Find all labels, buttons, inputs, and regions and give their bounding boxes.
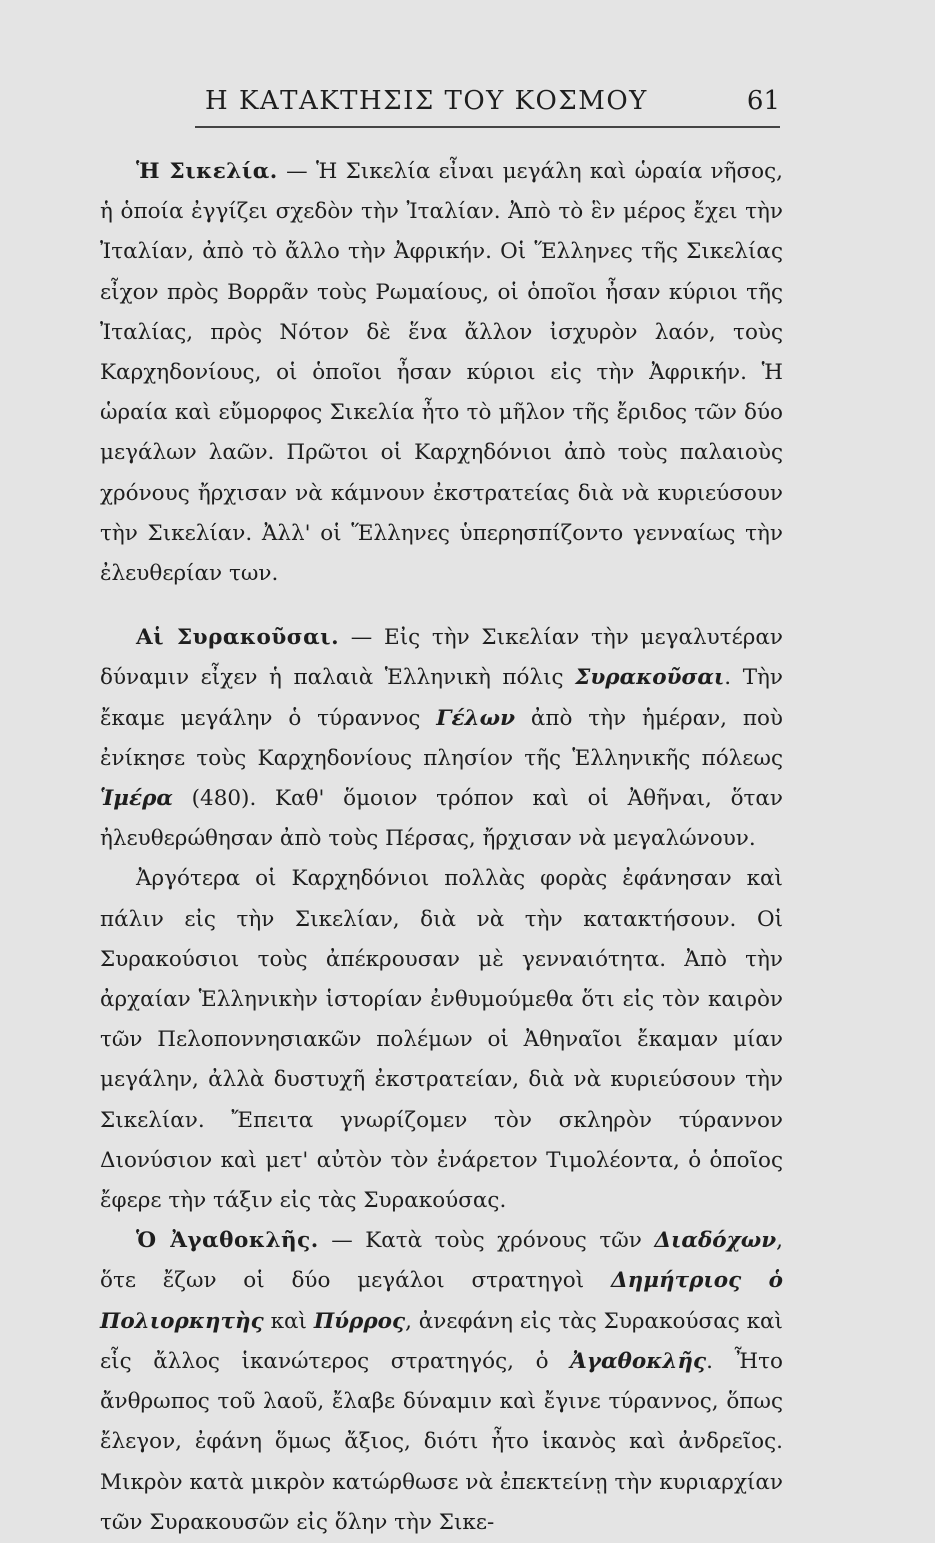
page-number: 61 xyxy=(746,86,780,116)
term-pyrrhus: Πύρρος xyxy=(313,1308,406,1334)
heading-syracuse: Αἱ Συρακοῦσαι. xyxy=(136,625,340,651)
running-header xyxy=(195,78,780,128)
term-diadochi: Διαδόχων xyxy=(654,1228,777,1254)
text-agathocles-4: , ἀνεφάνη εἰς τὰς Συρακούσας καὶ εἷς ἄλλος ἱκανώτερος στρατηγός, ὁ xyxy=(100,1308,783,1374)
header-rule xyxy=(195,126,780,128)
heading-agathocles: Ὁ Ἀγαθοκλῆς. xyxy=(136,1228,319,1254)
paragraph-carthaginians: Ἀργότερα οἱ Καρχηδόνιοι πολλὰς φορὰς ἐφάνησαν καὶ πάλιν εἰς τὴν Σικελίαν, διὰ νὰ τὴν κατακτήσουν. Οἱ Συρακούσιοι τοὺς ἀπέκρουσαν μὲ γενναιότητα. Ἀπὸ τὴν ἀρχαίαν Ἑλληνικὴν ἱστορίαν ἐνθυμούμεθα ὅτι εἰς τὸν καιρὸν τῶν Πελοποννησιακῶν πολέμων οἱ Ἀθηναῖοι ἔκαμαν μίαν μεγάλην, ἀλλὰ δυστυχῆ ἐκστρατείαν, διὰ νὰ κυριεύσουν τὴν Σικελίαν. Ἔπειτα γνωρίζομεν τὸν σκληρὸν τύραννον Διονύσιον καὶ μετ' αὐτὸν τὸν ἐνάρετον Τιμολέοντα, ὁ ὁποῖος ἔφερε τὴν τάξιν εἰς τὰς Συρακούσας. xyxy=(100,866,783,1214)
text-agathocles-1: — Κατὰ τοὺς χρόνους τῶν xyxy=(331,1228,655,1254)
text-syracuse-4: (480). Καθ' ὅμοιον τρόπον καὶ οἱ Ἀθῆναι, ὅταν ἠλευθερώθησαν ἀπὸ τοὺς Πέρσας, ἤρχισαν νὰ μεγαλώνουν. xyxy=(100,786,783,852)
term-demetrius: Δημήτριος ὁ Πολιορκητὴς xyxy=(100,1268,783,1334)
text-agathocles-3: καὶ xyxy=(263,1308,314,1334)
section-agathocles xyxy=(100,1221,783,1543)
section-syracuse xyxy=(100,618,783,859)
text-agathocles-5: . Ἦτο ἄνθρωπος τοῦ λαοῦ, ἔλαβε δύναμιν καὶ ἔγινε τύραννος, ὅπως ἔλεγον, ἐφάνη ὅμως ἄξιος, διότι ἦτο ἱκανὸς καὶ ἀνδρεῖος. Μικρὸν κατὰ μικρὸν κατώρθωσε νὰ ἐπεκτείνῃ τὴν κυριαρχίαν τῶν Συρακουσῶν εἰς ὅλην τὴν Σικε- xyxy=(100,1348,783,1535)
text-syracuse-3: ἀπὸ τὴν ἡμέραν, ποὺ ἐνίκησε τοὺς Καρχηδονίους πλησίον τῆς Ἑλληνικῆς πόλεως xyxy=(100,705,783,771)
heading-sicily: Ἡ Σικελία. xyxy=(136,159,278,184)
term-syracuse: Συρακοῦσαι xyxy=(575,665,725,691)
section-sicily xyxy=(100,152,783,594)
page-body xyxy=(100,152,783,1543)
text-syracuse-2: . Τὴν ἔκαμε μεγάλην ὁ τύραννος xyxy=(100,665,783,731)
term-gelon: Γέλων xyxy=(436,705,516,731)
term-himera: Ἱμέρα xyxy=(100,786,173,812)
text-sicily: — Ἡ Σικελία εἶναι μεγάλη καὶ ὡραία νῆσος, ἡ ὁποία ἐγγίζει σχεδὸν τὴν Ἰταλίαν. Ἀπὸ τὸ ἓν μέρος ἔχει τὴν Ἰταλίαν, ἀπὸ τὸ ἄλλο τὴν Ἀφρικήν. Οἱ Ἕλληνες τῆς Σικελίας εἶχον πρὸς Βορρᾶν τοὺς Ρωμαίους, οἱ ὁποῖοι ἦσαν κύριοι τῆς Ἰταλίας, πρὸς Νότον δὲ ἕνα ἄλλον ἰσχυρὸν λαόν, τοὺς Καρχηδονίους, οἱ ὁποῖοι ἦσαν κύριοι εἰς τὴν Ἀφρικήν. Ἡ ὡραία καὶ εὔμορφος Σικελία ἦτο τὸ μῆλον τῆς ἔριδος τῶν δύο μεγάλων λαῶν. Πρῶτοι οἱ Καρχηδόνιοι ἀπὸ τοὺς παλαιοὺς χρόνους ἤρχισαν νὰ κάμνουν ἐκστρατείας διὰ νὰ κυριεύσουν τὴν Σικελίαν. Ἀλλ' οἱ Ἕλληνες ὑπερησπίζοντο γενναίως τὴν ἐλευθερίαν των. xyxy=(100,159,783,587)
term-agathocles: Ἀγαθοκλῆς xyxy=(570,1348,707,1374)
running-title: Η ΚΑΤΑΚΤΗΣΙΣ ΤΟΥ ΚΟΣΜΟΥ xyxy=(205,86,648,116)
text-agathocles-2: , ὅτε ἔζων οἱ δύο μεγάλοι στρατηγοὶ xyxy=(100,1228,783,1294)
text-syracuse-1: — Εἰς τὴν Σικελίαν τὴν μεγαλυτέραν δύναμιν εἶχεν ἡ παλαιὰ Ἑλληνικὴ πόλις xyxy=(100,625,783,691)
